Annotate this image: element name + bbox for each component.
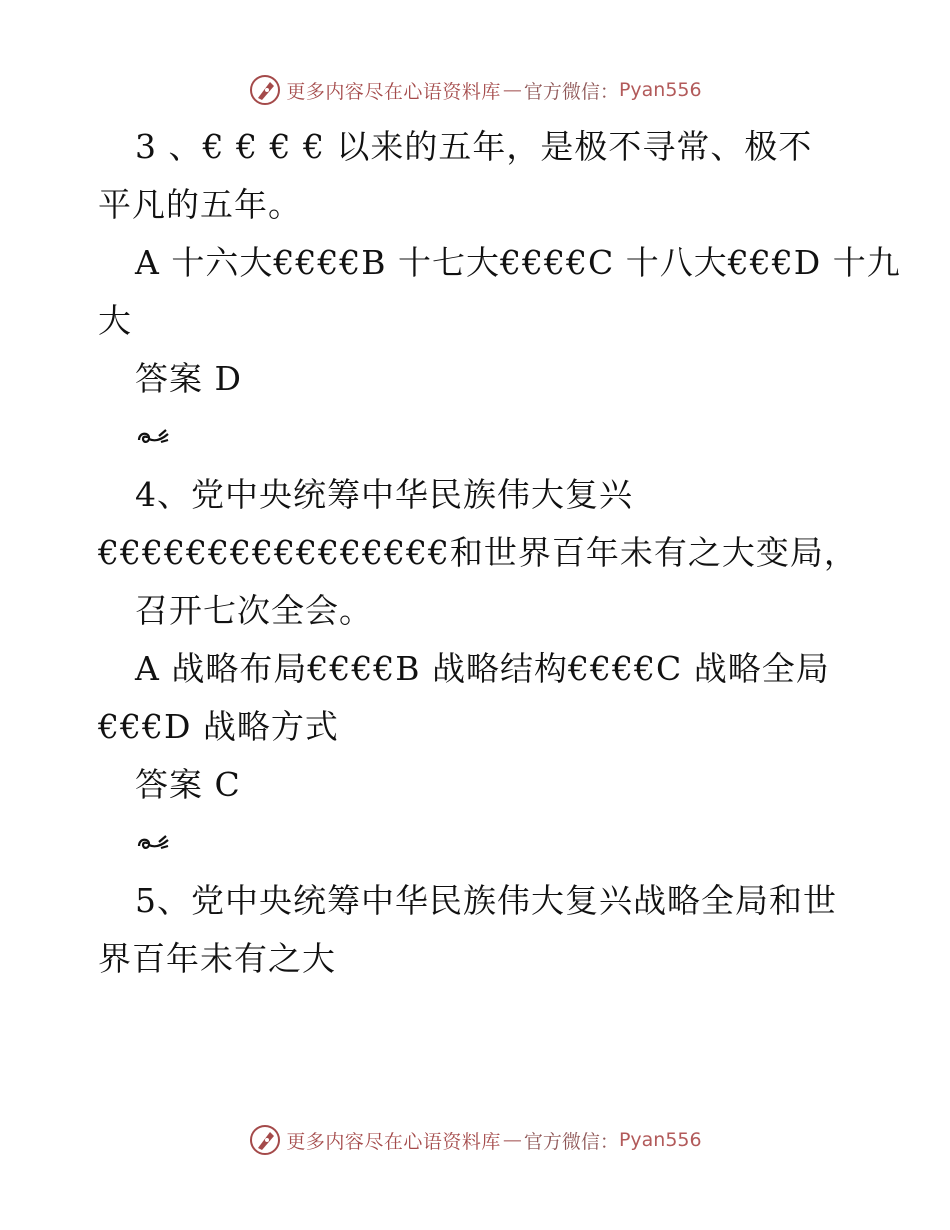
watermark-wechat-id: Pyan556	[618, 79, 702, 101]
flourish-separator	[98, 408, 868, 466]
q4-options-line2: €€€D 战略方式	[98, 707, 339, 746]
q3-answer: 答案 D	[135, 359, 242, 398]
header-watermark	[0, 70, 950, 110]
q5-stem-line1: 5、党中央统筹中华民族伟大复兴战略全局和世	[135, 881, 837, 920]
flourish-ornament-icon	[135, 832, 171, 854]
watermark-wechat-label: 官方微信：	[523, 80, 619, 103]
watermark-brand-text: 更多内容尽在心语资料库	[286, 1130, 501, 1153]
q3-stem-line2: 平凡的五年。	[98, 185, 302, 224]
q4-answer: 答案 C	[135, 765, 241, 804]
watermark-brand-text: 更多内容尽在心语资料库	[286, 80, 501, 103]
q4-stem-line3: 召开七次全会。	[135, 591, 373, 630]
flourish-ornament-icon	[135, 426, 171, 448]
watermark-separator: —	[502, 79, 522, 101]
watermark-wechat-label: 官方微信：	[523, 1130, 619, 1153]
document-body	[98, 118, 901, 988]
pen-nib-logo-icon	[248, 1123, 282, 1157]
q3-options-line1: A 十六大€€€€B 十七大€€€€C 十八大€€€D 十九	[135, 243, 901, 282]
q4-stem-line2: €€€€€€€€€€€€€€€€和世界百年未有之大变局，	[98, 533, 858, 572]
q3-stem-line1: 3 、€ € € € 以来的五年，是极不寻常、极不	[135, 127, 813, 166]
pen-nib-logo-icon	[248, 73, 282, 107]
watermark-separator: —	[502, 1129, 522, 1151]
q5-stem-line2: 界百年未有之大	[98, 939, 336, 978]
q4-stem-line1: 4、党中央统筹中华民族伟大复兴	[135, 475, 633, 514]
watermark-wechat-id: Pyan556	[618, 1129, 702, 1151]
q3-options-line2: 大	[98, 301, 132, 340]
footer-watermark	[0, 1120, 950, 1160]
q4-options-line1: A 战略布局€€€€B 战略结构€€€€C 战略全局	[135, 649, 830, 688]
flourish-separator	[98, 814, 868, 872]
